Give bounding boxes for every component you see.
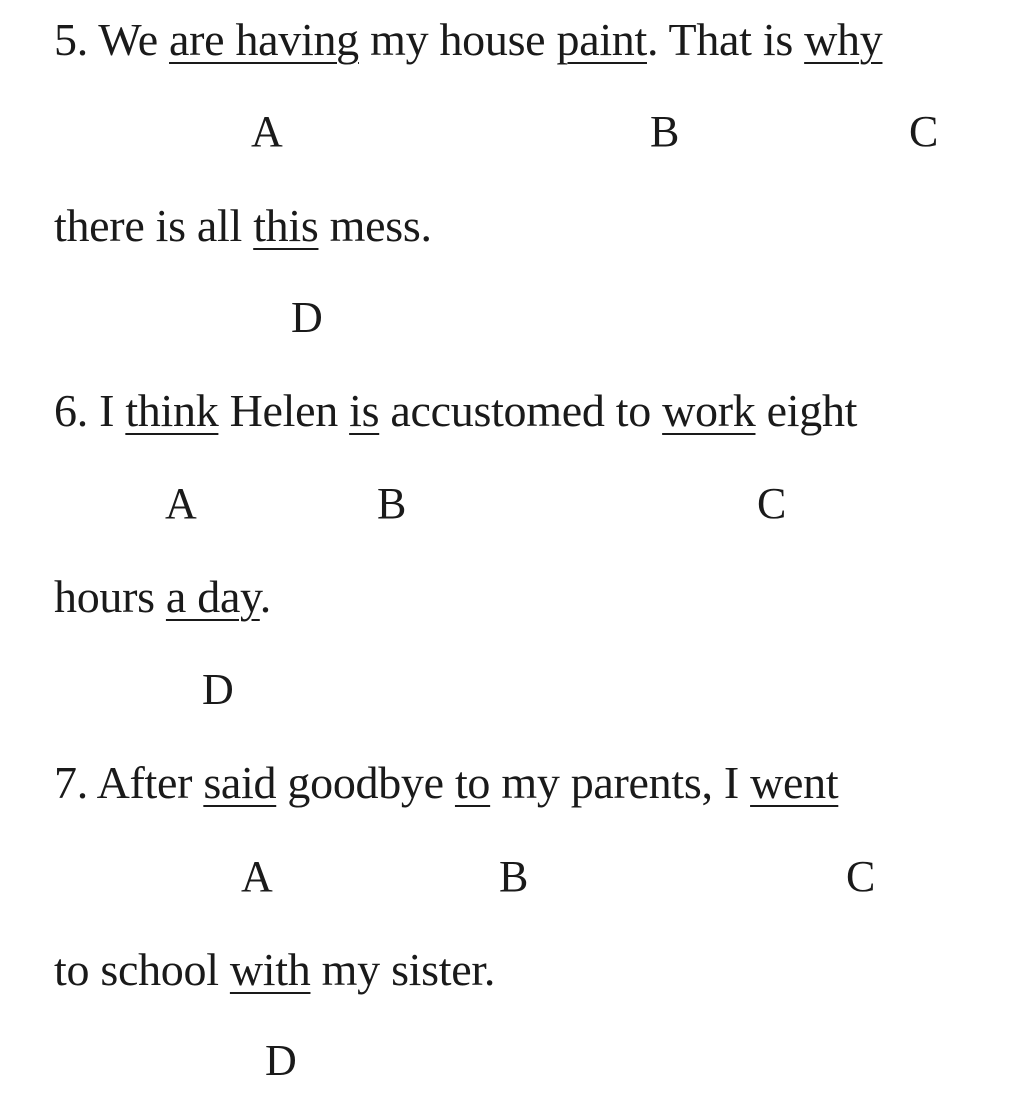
underlined-option-d: this [253, 200, 319, 251]
underlined-option-b: is [349, 385, 380, 436]
underlined-option-a: are having [169, 14, 359, 65]
underlined-option-c: work [662, 385, 756, 436]
sentence-text: goodbye [276, 757, 455, 808]
option-label-d: D [202, 665, 234, 714]
underlined-option-c: why [804, 14, 883, 65]
underlined-option-a: said [203, 757, 277, 808]
sentence-text: hours [54, 571, 166, 622]
question-7-line-1 [54, 755, 838, 811]
question-7-line-2 [54, 942, 495, 998]
option-label-c: C [909, 107, 939, 156]
sentence-text: After [87, 757, 204, 808]
sentence-text: there is all [54, 200, 254, 251]
sentence-text: my sister. [310, 944, 496, 995]
option-label-a: A [251, 107, 283, 156]
sentence-text: accustomed to [379, 385, 663, 436]
underlined-option-a: think [125, 385, 219, 436]
underlined-option-d: a day [165, 571, 260, 622]
option-label-b: B [650, 107, 680, 156]
question-number: 5. [54, 14, 88, 65]
sentence-text: my parents, I [490, 757, 751, 808]
question-number: 7. [54, 757, 88, 808]
option-label-a: A [241, 852, 273, 901]
underlined-option-b: paint [556, 14, 647, 65]
option-label-c: C [757, 479, 787, 528]
option-label-d: D [265, 1036, 297, 1085]
question-number: 6. [54, 385, 88, 436]
underlined-option-d: with [229, 944, 311, 995]
option-label-c: C [846, 852, 876, 901]
option-label-b: B [499, 852, 529, 901]
question-5-line-1 [54, 12, 882, 68]
question-6-line-2 [54, 569, 271, 625]
sentence-text: to school [54, 944, 230, 995]
question-5-line-2 [54, 198, 432, 254]
underlined-option-b: to [454, 757, 491, 808]
option-label-b: B [377, 479, 407, 528]
sentence-text: I [87, 385, 126, 436]
sentence-text: We [87, 14, 170, 65]
sentence-text: eight [755, 385, 858, 436]
option-label-a: A [165, 479, 197, 528]
sentence-text: mess. [318, 200, 432, 251]
sentence-text: . That is [646, 14, 805, 65]
sentence-text: Helen [218, 385, 350, 436]
sentence-text: my house [358, 14, 557, 65]
option-label-d: D [291, 293, 323, 342]
question-6-line-1 [54, 383, 857, 439]
sentence-text: . [259, 571, 271, 622]
underlined-option-c: went [750, 757, 839, 808]
